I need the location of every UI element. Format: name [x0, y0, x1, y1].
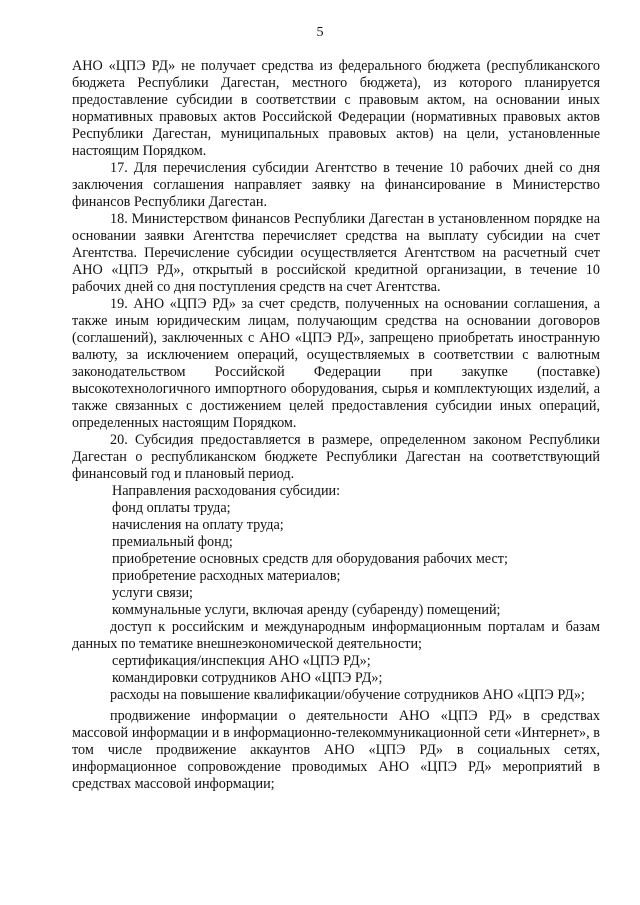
directions-heading: Направления расходования субсидии: [112, 483, 341, 499]
direction-item: фонд оплаты труда; [112, 500, 231, 516]
document-body [72, 58, 600, 793]
direction-item: командировки сотрудников АНО «ЦПЭ РД»; [112, 670, 383, 686]
paragraph-funding-sources: АНО «ЦПЭ РД» не получает средства из федерального бюджета (республиканского бюджета Республики Дагестан, местного бюджета), из которого планируется предоставление субсидии в соответствии с правовым актом, на основании иных нормативных правовых актов Российской Федерации (нормативных правовых актов Республики Дагестан, муниципальных правовых актов) на цели, установленные настоящим Порядком. [72, 58, 600, 159]
direction-item: сертификация/инспекция АНО «ЦПЭ РД»; [112, 653, 371, 669]
direction-item: коммунальные услуги, включая аренду (субаренду) помещений; [112, 602, 501, 618]
direction-item: расходы на повышение квалификации/обучение сотрудников АНО «ЦПЭ РД»; [110, 687, 585, 703]
paragraph-19: 19. АНО «ЦПЭ РД» за счет средств, полученных на основании соглашения, а также иным юридическим лицам, получающим средства на основании договоров (соглашений), заключенных с АНО «ЦПЭ РД», запрещено приобретать иностранную валюту, за исключением операций, осуществляемых в соответствии с валютным законодательством Российской Федерации при закупке (поставке) высокотехнологичного импортного оборудования, сырья и комплектующих изделий, а также связанных с достижением целей предоставления субсидии иных операций, определенных настоящим Порядком. [72, 296, 600, 431]
direction-item: премиальный фонд; [112, 534, 233, 550]
direction-item: услуги связи; [112, 585, 193, 601]
paragraph-20: 20. Субсидия предоставляется в размере, определенном законом Республики Дагестан о республиканском бюджете Республики Дагестан на соответствующий финансовый год и плановый период. [72, 432, 600, 482]
page-number: 5 [316, 25, 324, 40]
paragraph-17: 17. Для перечисления субсидии Агентство в течение 10 рабочих дней со дня заключения соглашения направляет заявку на финансирование в Министерство финансов Республики Дагестан. [72, 160, 600, 210]
direction-item: приобретение основных средств для оборудования рабочих мест; [112, 551, 508, 567]
direction-item: доступ к российским и международным информационным порталам и базам данных по тематике внешнеэкономической деятельности; [72, 619, 600, 652]
direction-item: начисления на оплату труда; [112, 517, 284, 533]
direction-item: продвижение информации о деятельности АНО «ЦПЭ РД» в средствах массовой информации и в информационно-телекоммуникационной сети «Интернет», в том числе продвижение аккаунтов АНО «ЦПЭ РД» в социальных сетях, информационное сопровождение проводимых АНО «ЦПЭ РД» мероприятий в средствах массовой информации; [72, 708, 600, 792]
direction-item: приобретение расходных материалов; [112, 568, 341, 584]
paragraph-18: 18. Министерством финансов Республики Дагестан в установленном порядке на основании заявки Агентства перечисляет средства на выплату субсидии на счет Агентства. Перечисление субсидии осуществляется Агентством на расчетный счет АНО «ЦПЭ РД», открытый в российской кредитной организации, в течение 10 рабочих дней со дня поступления средств на счет Агентства. [72, 211, 600, 295]
